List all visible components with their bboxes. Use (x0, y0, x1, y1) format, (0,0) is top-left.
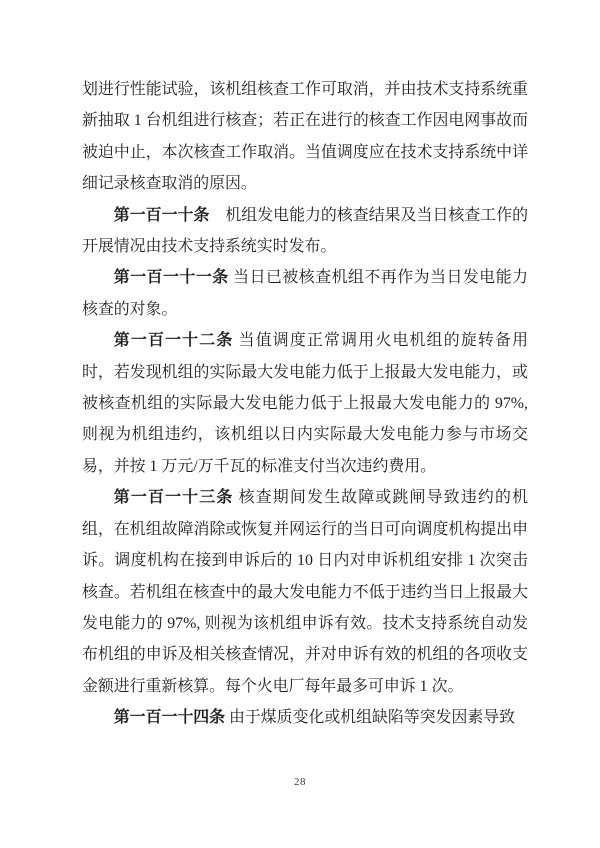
article-text: 机组发电能力的核查结果及当日核查工作的开展情况由技术支持系统实时发布。 (82, 206, 529, 256)
article-text: 当值调度正常调用火电机组的旋转备用时，若发现机组的实际最大发电能力低于上报最大发电能力，或被核查机组的实际最大发电能力低于上报最大发电能力的 97%,则视为机组违约，该机组以日内实际最大发电能力参与市场交易，并按 1 万元/万千瓦的标准支付当次违约费用。 (82, 332, 528, 475)
paragraph (82, 702, 528, 733)
article-number: 第一百一十二条 (113, 332, 234, 350)
page-number: 28 (294, 776, 306, 788)
article-text: 由于煤质变化或机组缺陷等突发因素导致 (225, 709, 516, 727)
article-text: 当日已被核查机组不再作为当日发电能力核查的对象。 (82, 269, 529, 318)
paragraph (82, 325, 528, 482)
article-number: 第一百一十四条 (113, 709, 226, 727)
paragraph-text: 划进行性能试验，该机组核查工作可取消，并由技术支持系统重新抽取 1 台机组进行核查；若正在进行的核查工作因电网事故而被迫中止，本次核查工作取消。当值调度应在技术支持系统中详细记录核查取消的原因。 (82, 81, 528, 193)
article-number: 第一百一十三条 (113, 489, 234, 507)
paragraph (82, 200, 528, 263)
paragraph (82, 74, 528, 200)
article-text: 核查期间发生故障或跳闸导致违约的机组，在机组故障消除或恢复并网运行的当日可向调度机构提出申诉。调度机构在接到申诉后的 10 日内对申诉机组安排 1 次突击核查。若机组在核查中的最大发电能力不低于违约当日上报最大发电能力的 97%, 则视为该机组申诉有效。技术支持系统自动发布机组的申诉及相关核查情况，并对申诉有效的机组的各项收支金额进行重新核算。每个火电厂每年最多可申诉 1 次。 (82, 489, 528, 695)
paragraph (82, 482, 528, 702)
document-body (82, 74, 528, 734)
paragraph (82, 262, 528, 325)
article-number: 第一百一十一条 (113, 269, 229, 287)
article-number: 第一百一十条 (113, 206, 210, 224)
